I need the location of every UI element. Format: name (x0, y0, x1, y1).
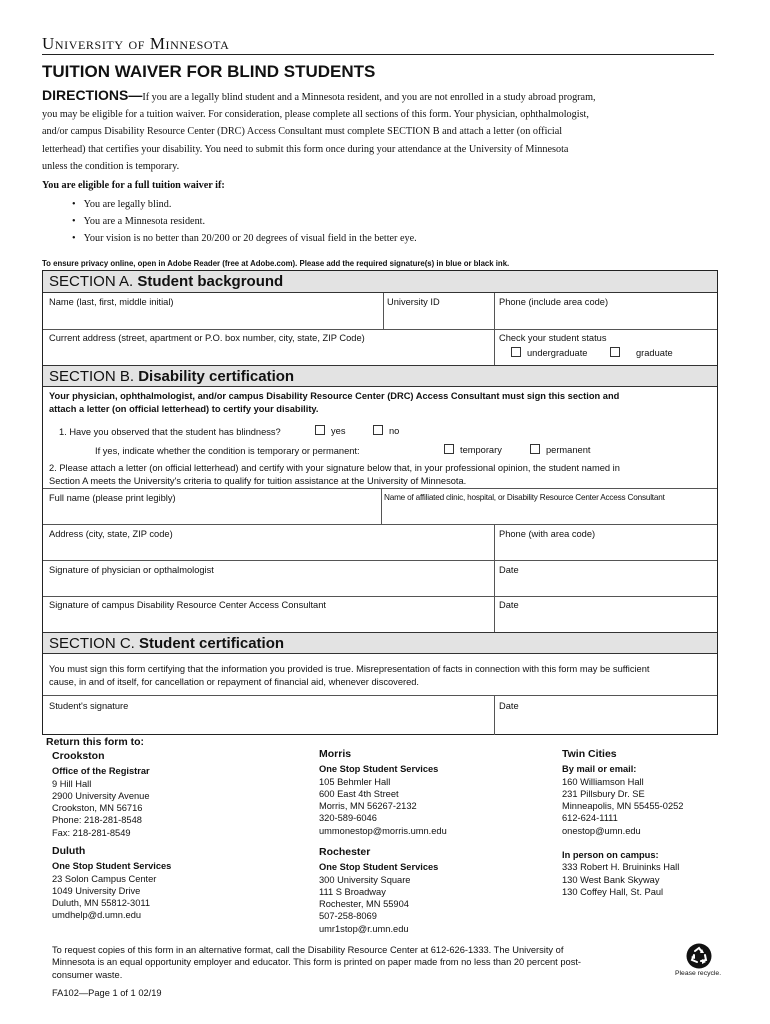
address-line: Phone: 218-281-8548 (52, 815, 142, 826)
section-c-text (49, 663, 649, 688)
list-item: • You are legally blind. (72, 196, 417, 213)
directions-line: unless the condition is temporary. (42, 160, 180, 172)
directions-line: letterhead) that certifies your disability. You need to submit this form once during your attendance at the University of Minnesota (42, 143, 569, 155)
address-line[interactable]: ummonestop@morris.umn.edu (319, 825, 447, 836)
office-name: Office of the Registrar (52, 766, 150, 777)
permanent-checkbox[interactable] (530, 444, 590, 455)
student-date-field[interactable]: Date (499, 701, 519, 711)
yes-checkbox[interactable] (315, 425, 345, 436)
student-status-label: Check your student status (499, 333, 607, 343)
undergraduate-checkbox[interactable] (511, 347, 587, 358)
footer-line: To request copies of this form in an alternative format, call the Disability Resource Center at 612-626-1333. The University of (52, 945, 564, 955)
address-line: 23 Solon Campus Center (52, 873, 157, 884)
divider (43, 596, 717, 597)
page-title: TUITION WAIVER FOR BLIND STUDENTS (42, 62, 376, 81)
footer-line: Minnesota is an equal opportunity employer and educator. This form is printed on paper made from no less than 20 percent post- (52, 957, 582, 968)
address-line: Minneapolis, MN 55455-0252 (562, 801, 684, 812)
address-line: 111 S Broadway (319, 886, 386, 897)
temporary-checkbox[interactable] (444, 444, 502, 455)
form-box (42, 270, 718, 735)
instructions-line: Your physician, ophthalmologist, and/or campus Disability Resource Center (DRC) Access Consultant must sign this section and (49, 391, 620, 401)
directions-paragraph (42, 87, 722, 175)
duluth-address (52, 845, 171, 922)
return-title: Return this form to: (46, 736, 144, 748)
question-2-line: 2. Please attach a letter (on official letterhead) and certify with your signature below that, in your professional opinion, the student named in (49, 463, 620, 473)
divider (43, 329, 717, 330)
footer-line: consumer waste. (52, 969, 123, 980)
office-name: One Stop Student Services (319, 764, 439, 775)
directions-line: you may be eligible for a tuition waiver. For consideration, please complete all sections of this form. Your physician, ophthalmologist, (42, 109, 589, 121)
divider (381, 488, 382, 524)
address-line: 231 Pillsbury Dr. SE (562, 788, 645, 799)
question-1: 1. Have you observed that the student has blindness? (59, 427, 281, 437)
section-b-heading (43, 365, 717, 387)
mail-heading: By mail or email: (562, 764, 637, 775)
checkbox-box[interactable] (530, 444, 540, 454)
address-line: Duluth, MN 55812-3011 (52, 898, 151, 909)
address-line: 333 Robert H. Bruininks Hall (562, 862, 680, 873)
divider (43, 695, 717, 696)
address-line[interactable]: umdhelp@d.umn.edu (52, 910, 142, 921)
divider (43, 560, 717, 561)
office-name: One Stop Student Services (52, 861, 172, 872)
physician-signature-field[interactable]: Signature of physician or opthalmologist (49, 565, 214, 575)
section-a-title: Student background (137, 273, 284, 290)
section-c-prefix: SECTION C. (49, 635, 135, 652)
privacy-note: To ensure privacy online, open in Adobe Reader (free at Adobe.com). Please add the required signature(s) in blue or black ink. (42, 259, 510, 268)
section-c-line: cause, in and of itself, for cancellation or repayment of financial aid, whenever discovered. (49, 676, 420, 687)
physician-fullname-field[interactable]: Full name (please print legibly) (49, 493, 176, 503)
campus-name: Rochester (319, 846, 371, 858)
in-person-heading: In person on campus: (562, 850, 659, 861)
campus-name: Duluth (52, 845, 86, 857)
no-label: no (389, 426, 400, 436)
university-wordmark: University of Minnesota (42, 34, 230, 53)
checkbox-box[interactable] (315, 425, 325, 435)
divider (494, 524, 495, 632)
list-item: • Your vision is no better than 20/200 or 20 degrees of visual field in the better eye. (72, 230, 417, 247)
address-line: 507-258-8069 (319, 911, 377, 922)
instructions-line: attach a letter (on official letterhead) to certify your disability. (49, 403, 319, 414)
address-line: 2900 University Avenue (52, 790, 150, 801)
address-line: 160 Williamson Hall (562, 776, 644, 787)
graduate-label: graduate (636, 348, 673, 358)
permanent-label: permanent (546, 445, 591, 455)
question-1-followup: If yes, indicate whether the condition is temporary or permanent: (95, 446, 360, 456)
address-line: 9 Hill Hall (52, 778, 92, 789)
divider (43, 488, 717, 489)
form-number: FA102—Page 1 of 1 02/19 (52, 988, 162, 998)
list-item: • You are a Minnesota resident. (72, 213, 417, 230)
section-a-heading (43, 271, 717, 293)
temporary-label: temporary (460, 445, 502, 455)
address-line: 105 Behmler Hall (319, 776, 391, 787)
crookston-address (52, 750, 150, 839)
directions-label: DIRECTIONS— (42, 87, 143, 103)
checkbox-box[interactable] (444, 444, 454, 454)
question-2-line: Section A meets the University's criteria to qualify for tuition assistance at the University of Minnesota. (49, 475, 467, 486)
physician-address-field[interactable]: Address (city, state, ZIP code) (49, 529, 173, 539)
student-address-field[interactable]: Current address (street, apartment or P.O. box number, city, state, ZIP Code) (49, 333, 365, 343)
header-rule (42, 54, 714, 55)
drc-signature-field[interactable]: Signature of campus Disability Resource Center Access Consultant (49, 600, 326, 610)
divider (383, 293, 384, 329)
morris-address (319, 748, 447, 837)
address-line: Crookston, MN 56716 (52, 803, 143, 814)
directions-line: and/or campus Disability Resource Center (DRC) Access Consultant must complete SECTION B and attach a letter (on official (42, 126, 563, 138)
physician-date-field[interactable]: Date (499, 565, 519, 575)
eligibility-list (72, 196, 417, 248)
section-b-prefix: SECTION B. (49, 368, 135, 385)
campus-name: Morris (319, 748, 352, 760)
student-phone-field[interactable]: Phone (include area code) (499, 297, 609, 307)
drc-date-field[interactable]: Date (499, 600, 519, 610)
section-b-title: Disability certification (138, 368, 295, 385)
address-line: Rochester, MN 55904 (319, 899, 409, 910)
eligibility-heading: You are eligible for a full tuition waiver if: (42, 180, 225, 191)
campus-name: Crookston (52, 750, 105, 762)
divider (494, 695, 495, 735)
divider (43, 524, 717, 525)
twin-cities-address (562, 748, 683, 898)
address-line: 130 West Bank Skyway (562, 874, 660, 885)
footer-note (52, 944, 642, 981)
university-id-field[interactable]: University ID (387, 297, 440, 307)
address-line: Morris, MN 56267-2132 (319, 801, 417, 812)
question-2 (49, 462, 620, 487)
section-a-prefix: SECTION A. (49, 273, 134, 290)
physician-phone-field[interactable]: Phone (with area code) (499, 529, 596, 539)
rochester-address (319, 846, 438, 935)
address-line: 600 East 4th Street (319, 788, 399, 799)
address-line[interactable]: onestop@umn.edu (562, 825, 641, 836)
campus-name: Twin Cities (562, 748, 617, 760)
recycle-icon (686, 943, 712, 969)
student-signature-field[interactable]: Student's signature (49, 701, 129, 711)
no-checkbox[interactable] (373, 425, 399, 436)
checkbox-box[interactable] (610, 347, 620, 357)
address-line[interactable]: umr1stop@r.umn.edu (319, 923, 409, 934)
affiliation-field[interactable]: Name of affiliated clinic, hospital, or Disability Resource Center Access Consultant (384, 493, 665, 502)
student-name-field[interactable]: Name (last, first, middle initial) (49, 297, 174, 307)
address-line: 320-589-6046 (319, 813, 377, 824)
undergraduate-label: undergraduate (527, 348, 588, 358)
section-c-heading (43, 632, 717, 654)
yes-label: yes (331, 426, 346, 436)
checkbox-box[interactable] (511, 347, 521, 357)
section-c-line: You must sign this form certifying that the information you provided is true. Misrepresentation of facts in connection with this form may be sufficient (49, 664, 650, 674)
address-line: 130 Coffey Hall, St. Paul (562, 886, 664, 897)
address-line: 612-624-1111 (562, 813, 618, 824)
section-c-title: Student certification (139, 635, 285, 652)
section-b-instructions (49, 390, 619, 415)
address-line: 300 University Square (319, 874, 411, 885)
recycle-label: Please recycle. (675, 970, 722, 977)
office-name: One Stop Student Services (319, 862, 439, 873)
directions-line: If you are a legally blind student and a Minnesota resident, and you are not enrolled in a study abroad program, (142, 92, 596, 103)
checkbox-box[interactable] (373, 425, 383, 435)
address-line: Fax: 218-281-8549 (52, 827, 131, 838)
graduate-checkbox[interactable] (610, 347, 673, 358)
address-line: 1049 University Drive (52, 885, 141, 896)
